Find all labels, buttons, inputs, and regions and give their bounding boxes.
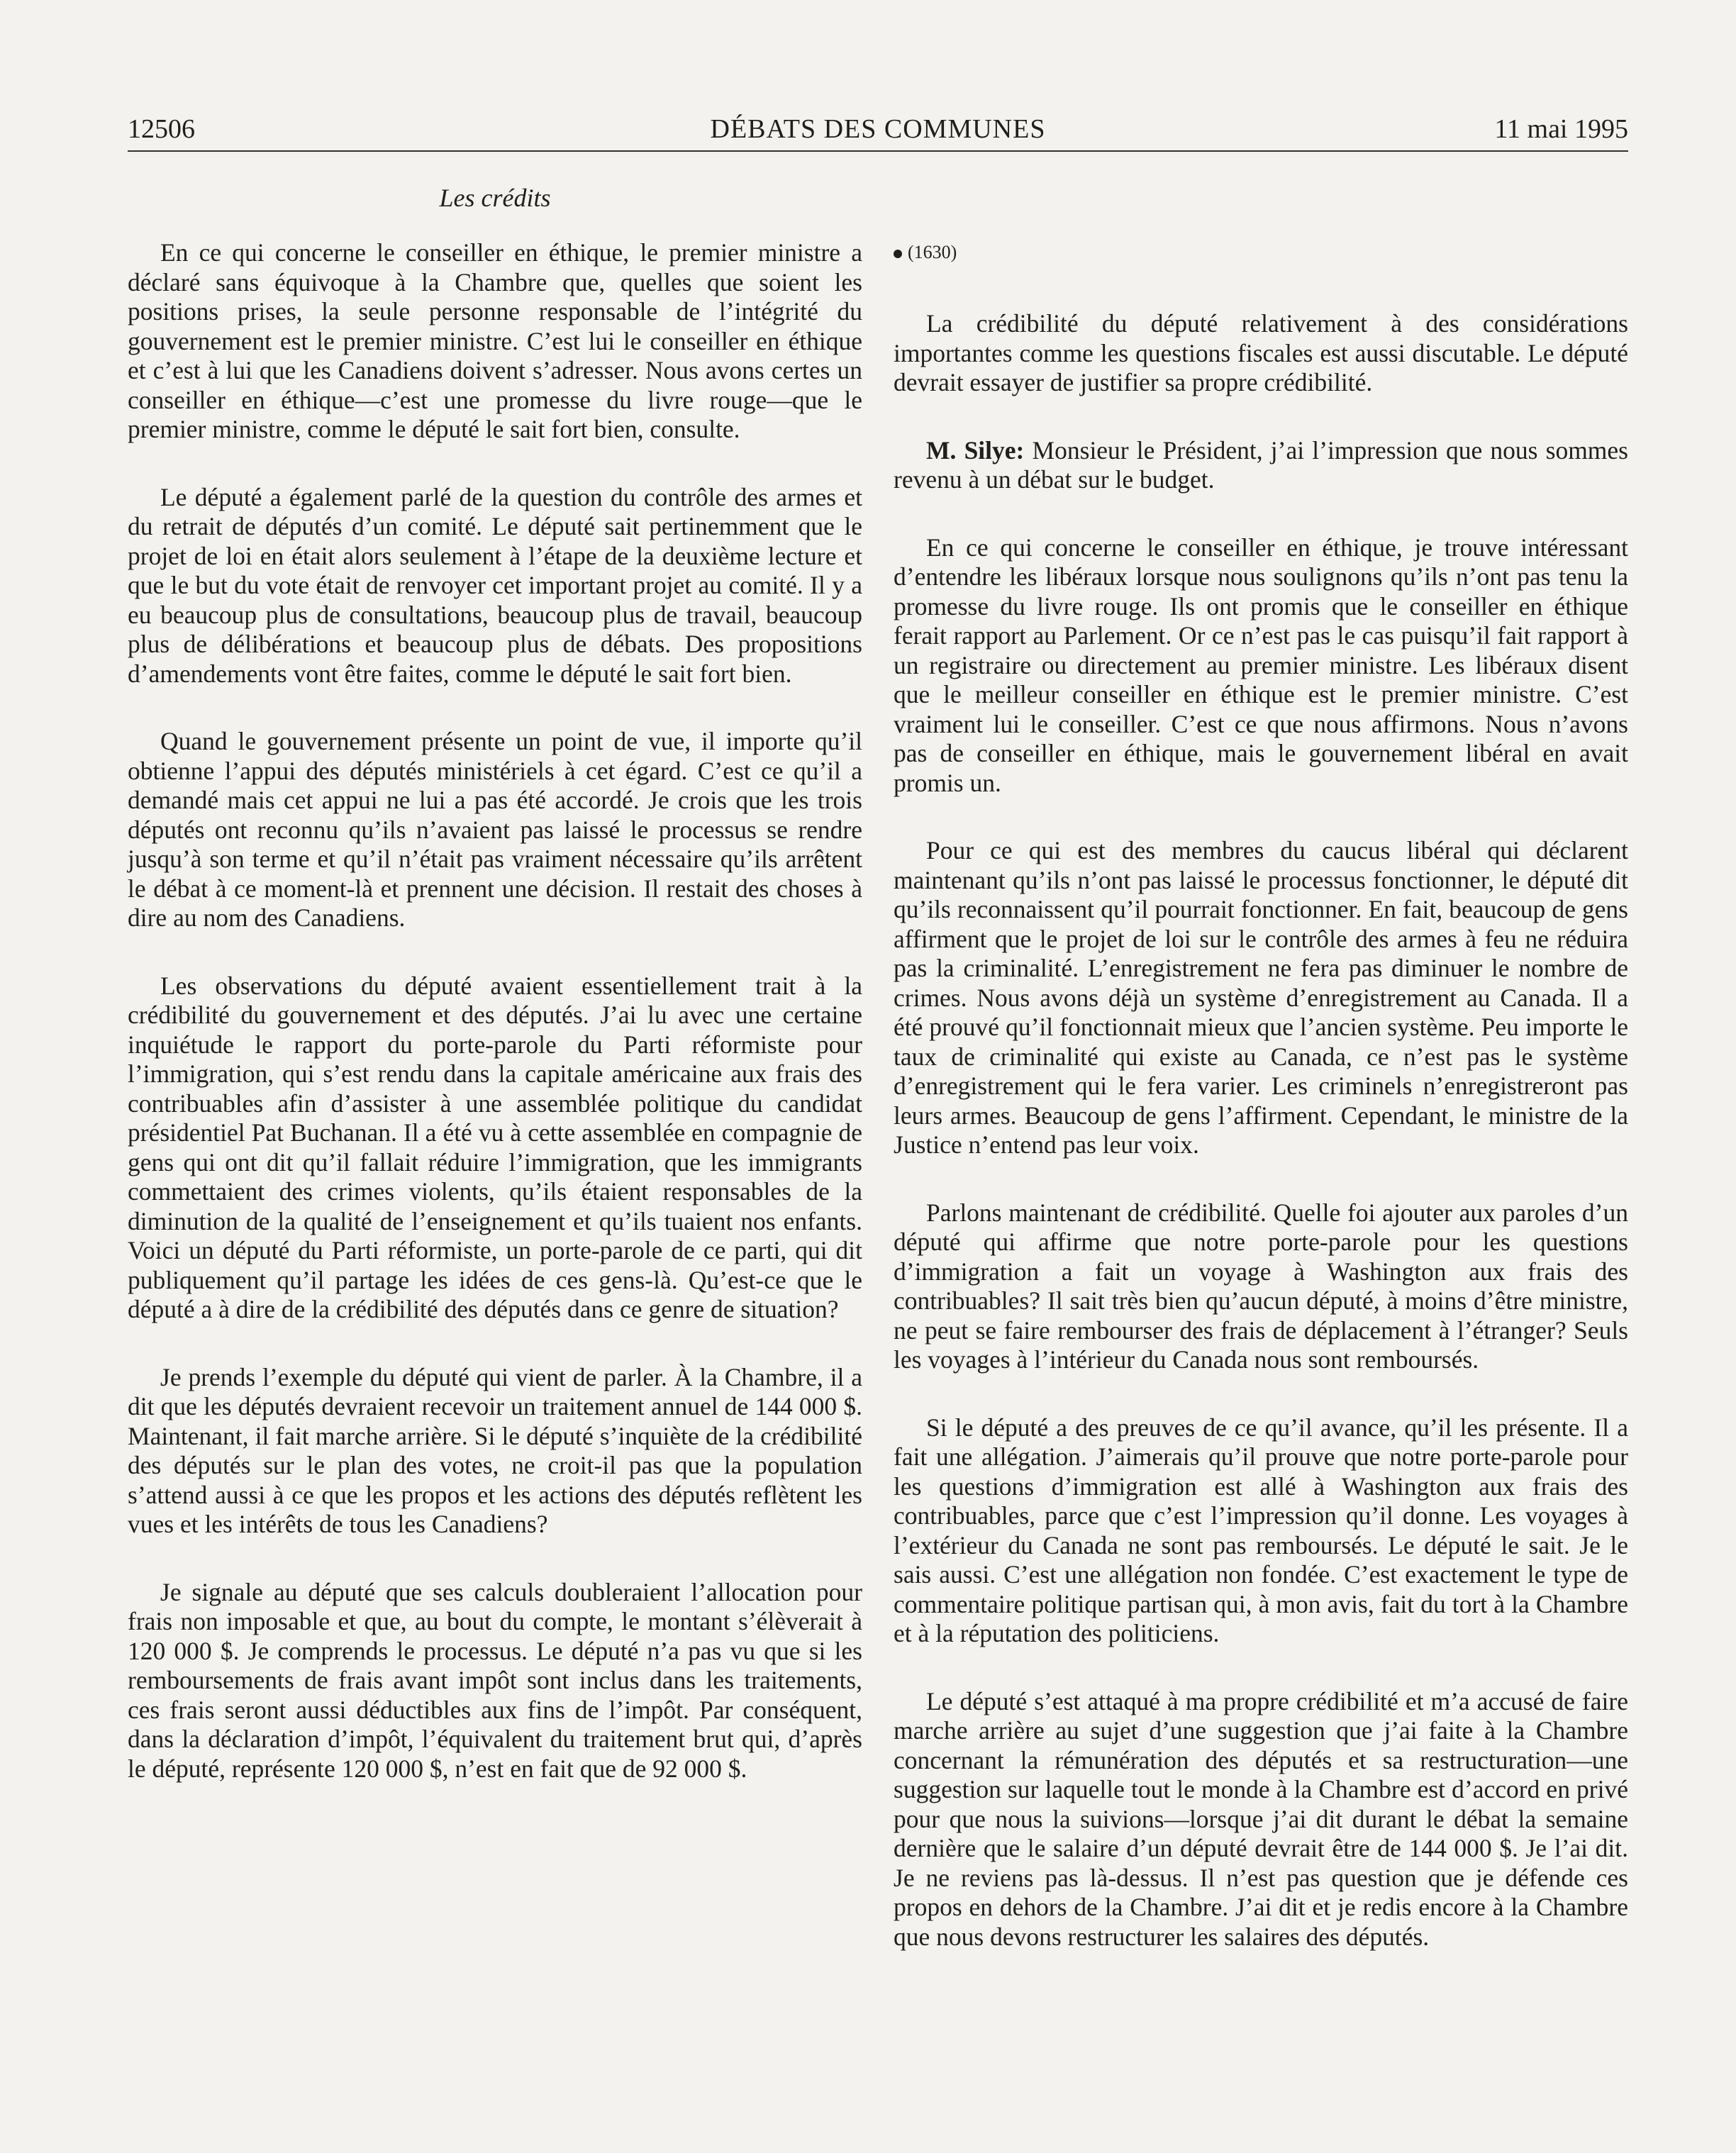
paragraph: Quand le gouvernement présente un point de vue, il importe qu’il obtienne l’appui des députés ministériels à cet égard. C’est ce qu’il a demandé mais cet appui ne lui a pas été accordé. Je crois que les trois députés ont reconnu qu’ils n’avaient pas laissé le processus se rendre jusqu’à son terme et qu’il n’était pas vraiment nécessaire qu’ils arrêtent le débat à ce moment-là et prennent une décision. Il restait des choses à dire au nom des Canadiens.: [128, 727, 862, 932]
paragraph: En ce qui concerne le conseiller en éthique, le premier ministre a déclaré sans équivoque à la Chambre que, quelles que soient les positions prises, la seule personne responsable de l’intégrité du gouvernement est le premier ministre. C’est lui le conseiller en éthique et c’est à lui que les Canadiens doivent s’adresser. Nous avons certes un conseiller en éthique—c’est une promesse du livre rouge—que le premier ministre, comme le député le sait fort bien, consulte.: [128, 238, 862, 443]
right-column: [894, 238, 1628, 1990]
left-column: [128, 238, 862, 1822]
paragraph: Si le député a des preuves de ce qu’il avance, qu’il les présente. Il a fait une allégation. J’aimerais qu’il prouve que notre porte-parole pour les questions d’immigration est allé à Washington aux frais des contribuables, parce que c’est l’impression qu’il donne. Les voyages à l’extérieur du Canada ne sont pas remboursés. Le député le sait. Je le sais aussi. C’est une allégation non fondée. C’est exactement le type de commentaire politique partisan qui, à mon avis, fait du tort à la Chambre et à la réputation des politiciens.: [894, 1413, 1628, 1647]
page-header: [128, 113, 1628, 152]
speaker-name: M. Silye:: [926, 435, 1025, 464]
time-marker: [894, 238, 1628, 267]
paragraph: Je signale au député que ses calculs doubleraient l’allocation pour frais non imposable et que, au bout du compte, le montant s’élèverait à 120 000 $. Je comprends le processus. Le député n’a pas vu que si les remboursements de frais avant impôt sont inclus dans les traitements, ces frais seront aussi déductibles aux fins de l’impôt. Par conséquent, dans la déclaration d’impôt, l’équivalent du traitement brut qui, d’après le député, représente 120 000 $, n’est en fait que de 92 000 $.: [128, 1577, 862, 1783]
time-marker-text: (1630): [908, 242, 957, 262]
bullet-icon: [894, 250, 902, 258]
paragraph: Les observations du député avaient essentiellement trait à la crédibilité du gouvernement et des députés. J’ai lu avec une certaine inquiétude le rapport du porte-parole du Parti réformiste pour l’immigration, qui s’est rendu dans la capitale américaine aux frais des contribuables afin d’assister à une assemblée politique du candidat présidentiel Pat Buchanan. Il a été vu à cette assemblée en compagnie de gens qui ont dit qu’il fallait réduire l’immigration, que les immigrants commettaient des crimes violents, qu’ils étaient responsables de la diminution de la qualité de l’enseignement et qu’ils tuaient nos enfants. Voici un député du Parti réformiste, un porte-parole de ce parti, qui dit publiquement qu’il partage les idées de ces gens-là. Qu’est-ce que le député a à dire de la crédibilité des députés dans ce genre de situation?: [128, 971, 862, 1323]
publication-title: DÉBATS DES COMMUNES: [710, 114, 1046, 144]
paragraph: Parlons maintenant de crédibilité. Quelle foi ajouter aux paroles d’un député qui affirme que notre porte-parole pour les questions d’immigration a fait un voyage à Washington aux frais des contribuables? Il sait très bien qu’aucun député, à moins d’être ministre, ne peut se faire rembourser des frais de déplacement à l’étranger? Seuls les voyages à l’intérieur du Canada nous sont remboursés.: [894, 1198, 1628, 1374]
paragraph: Le député a également parlé de la question du contrôle des armes et du retrait de députés d’un comité. Le député sait pertinemment que le projet de loi en était alors seulement à l’étape de la deuxième lecture et que le but du vote était de renvoyer cet important projet au comité. Il y a eu beaucoup plus de consultations, beaucoup plus de travail, beaucoup plus de délibérations et beaucoup plus de débats. Des propositions d’amendements vont être faites, comme le député le sait fort bien.: [128, 482, 862, 688]
speaker-text: Monsieur le Président, j’ai l’impression que nous sommes revenu à un débat sur le budget.: [894, 435, 1628, 494]
speaker-paragraph: [894, 436, 1628, 495]
paragraph: Le député s’est attaqué à ma propre crédibilité et m’a accusé de faire marche arrière au sujet d’une suggestion que j’ai faite à la Chambre concernant la rémunération des députés et sa restructuration—une suggestion sur laquelle tout le monde à la Chambre est d’accord en privé pour que nous la suivions—lorsque j’ai dit durant le débat la semaine dernière que le salaire d’un député devrait être de 144 000 $. Je l’ai dit. Je ne reviens pas là-dessus. Il n’est pas question que je défende ces propos en dehors de la Chambre. J’ai dit et je redis encore à la Chambre que nous devons restructurer les salaires des députés.: [894, 1686, 1628, 1951]
paragraph: Pour ce qui est des membres du caucus libéral qui déclarent maintenant qu’ils n’ont pas laissé le processus fonctionner, le député dit qu’ils reconnaissent qu’il pourrait fonctionner. En fait, beaucoup de gens affirment que le projet de loi sur le contrôle des armes à feu ne réduira pas la criminalité. L’enregistrement ne fera pas diminuer le nombre de crimes. Nous avons déjà un système d’enregistrement au Canada. Il a été prouvé qu’il fonctionnait mieux que l’ancien système. Peu importe le taux de criminalité qui existe au Canada, ce n’est pas le système d’enregistrement qui le fera varier. Les criminels n’enregistreront pas leurs armes. Beaucoup de gens l’affirment. Cependant, le ministre de la Justice n’entend pas leur voix.: [894, 836, 1628, 1159]
paragraph: En ce qui concerne le conseiller en éthique, je trouve intéressant d’entendre les libéraux lorsque nous soulignons qu’ils n’ont pas tenu la promesse du livre rouge. Ils ont promis que le conseiller en éthique ferait rapport au Parlement. Or ce n’est pas le cas puisqu’il fait rapport à un registraire ou directement au premier ministre. Les libéraux disent que le meilleur conseiller en éthique est le premier ministre. C’est vraiment lui le conseiller. C’est ce que nous affirmons. Nous n’avons pas de conseiller en éthique, mais le gouvernement libéral en avait promis un.: [894, 533, 1628, 797]
paragraph: La crédibilité du député relativement à des considérations importantes comme les questions fiscales est aussi discutable. Le député devrait essayer de justifier sa propre crédibilité.: [894, 309, 1628, 396]
section-title: Les crédits: [439, 184, 551, 212]
page-date: 11 mai 1995: [1494, 114, 1628, 144]
paragraph: Je prends l’exemple du député qui vient de parler. À la Chambre, il a dit que les députés devraient recevoir un traitement annuel de 144 000 $. Maintenant, il fait marche arrière. Si le député s’inquiète de la crédibilité des députés sur le plan des votes, ne croit-il pas que la population s’attend aussi à ce que les propos et les actions des députés reflètent les vues et les intérêts de tous les Canadiens?: [128, 1362, 862, 1538]
page-number: 12506: [128, 114, 195, 144]
